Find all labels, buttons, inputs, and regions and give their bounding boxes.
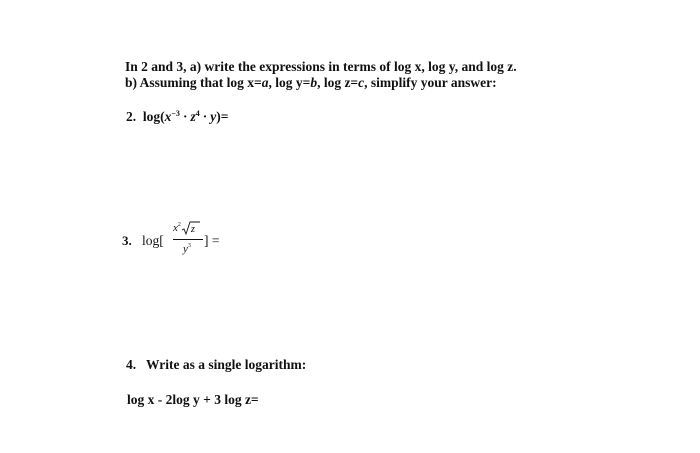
fraction-numerator xyxy=(173,221,200,236)
problem-3-fraction xyxy=(173,221,205,261)
problem-2-close: )= xyxy=(216,109,229,124)
denominator-y-exponent: 3 xyxy=(187,243,191,249)
instructions-line-2-mid2: , log z= xyxy=(317,75,359,90)
problem-3-label: 3. xyxy=(122,233,132,248)
instructions-line-2 xyxy=(125,75,497,91)
problem-2-y: y xyxy=(210,109,217,124)
problem-3-close: ] = xyxy=(204,233,220,248)
dot-operator: · xyxy=(202,109,208,124)
problem-2 xyxy=(126,109,228,125)
var-c: c xyxy=(358,75,365,90)
instructions-line-2-suffix: , simplify your answer: xyxy=(364,75,497,90)
problem-4-expression: log x - 2log y + 3 log z= xyxy=(127,392,259,407)
fraction-denominator xyxy=(183,242,191,256)
numerator-z: z xyxy=(190,224,195,235)
instructions-line-2-mid1: , log y= xyxy=(268,75,311,90)
denominator-y: y xyxy=(183,243,188,255)
problem-2-z: z xyxy=(190,109,196,124)
problem-3-log: log[ xyxy=(142,233,164,248)
problem-2-label: 2. xyxy=(126,109,137,124)
instructions-line-2-prefix: b) Assuming that log x= xyxy=(125,75,262,90)
fraction-bar xyxy=(173,239,203,240)
numerator-x: x xyxy=(173,222,178,234)
problem-2-log: log( xyxy=(142,109,165,124)
problem-2-z-exponent: 4 xyxy=(195,109,200,118)
instructions-line-1: In 2 and 3, a) write the expressions in terms of log x, log y, and log z. xyxy=(125,59,517,74)
dot-operator: · xyxy=(182,109,188,124)
var-b: b xyxy=(310,75,318,90)
sqrt-icon xyxy=(182,221,200,236)
problem-2-x-exponent: −3 xyxy=(171,109,180,118)
var-a: a xyxy=(261,75,269,90)
numerator-x-exponent: 2 xyxy=(177,222,181,228)
problem-2-x: x xyxy=(164,109,172,124)
problem-4-heading: 4. Write as a single logarithm: xyxy=(126,357,307,372)
